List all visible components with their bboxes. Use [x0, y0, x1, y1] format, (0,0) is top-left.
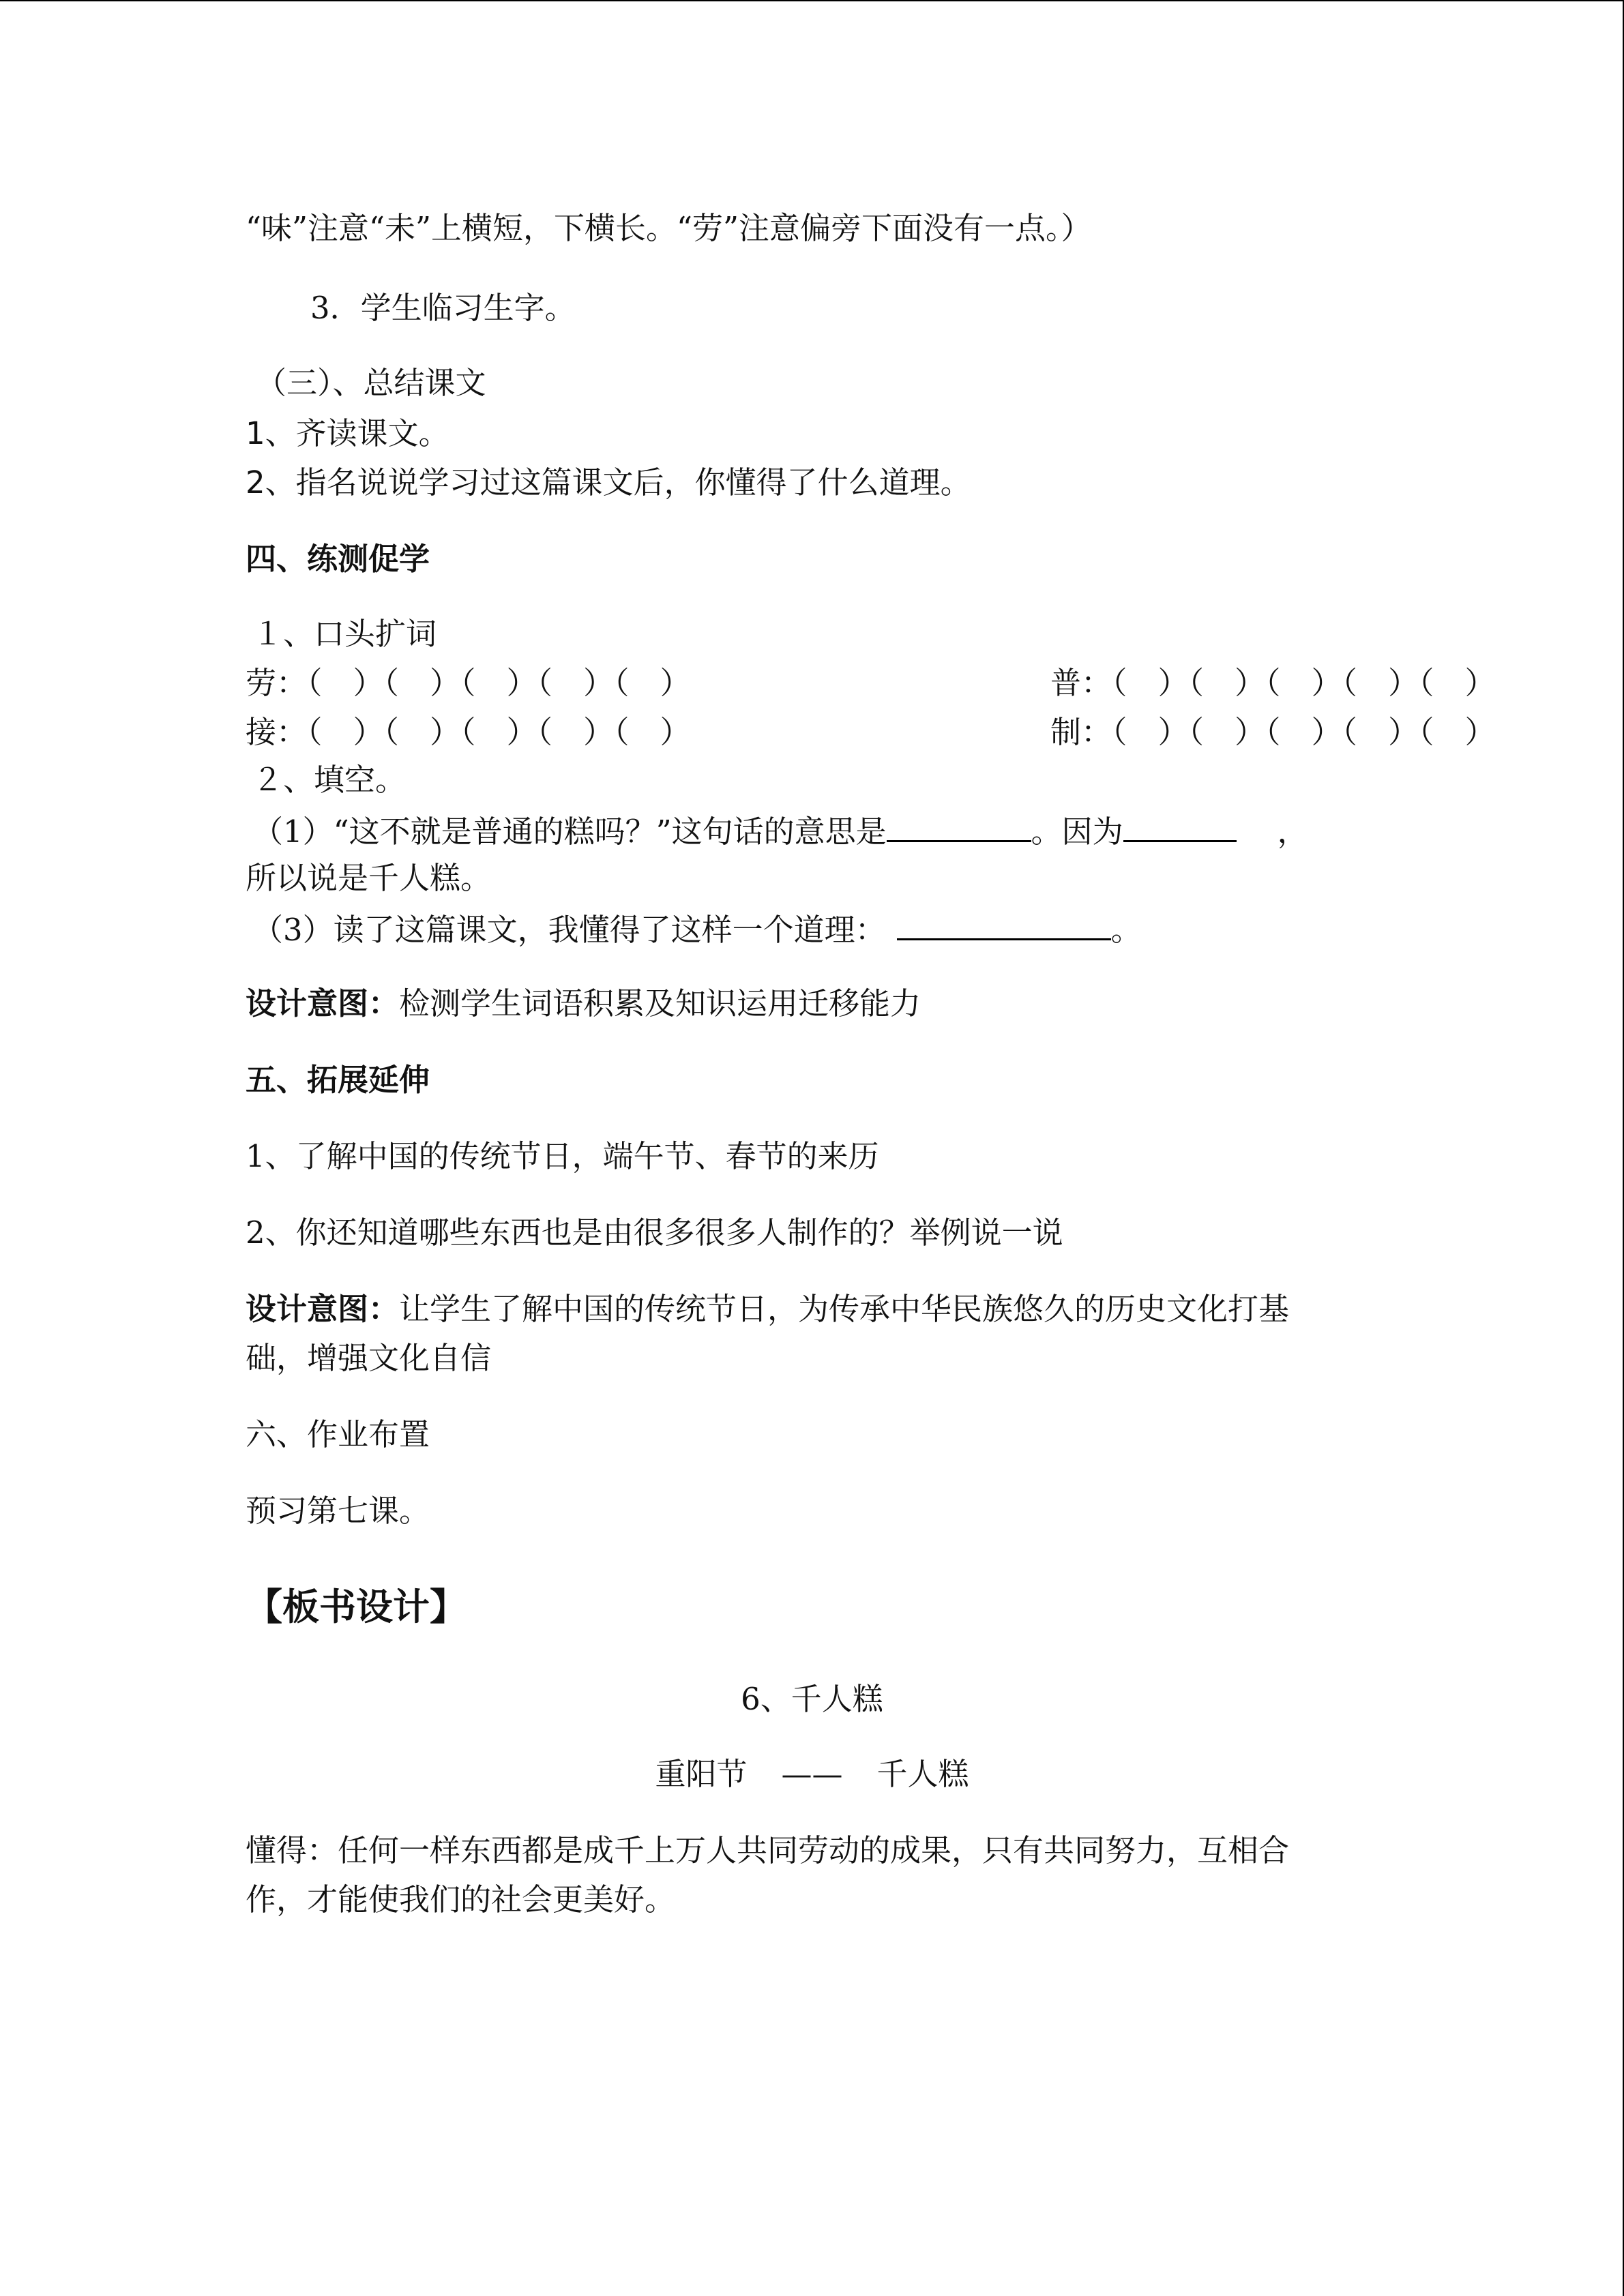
design-intent-5-cont: 础，增强文化自信 [246, 1340, 492, 1376]
summary-item-1: 1、齐读课文。 [246, 415, 449, 451]
fill-blank-1-because: 。因为 [1031, 814, 1123, 850]
practice-step-line: 3．学生临习生字。 [310, 290, 576, 326]
summary-heading: （三）、总结课文 [256, 365, 486, 401]
section-4-heading: 四、练测促学 [246, 541, 430, 577]
section-6-heading: 六、作业布置 [246, 1416, 430, 1452]
extension-item-2: 2、你还知道哪些东西也是由很多很多人制作的？举例说一说 [246, 1214, 1063, 1251]
board-dash: —— [781, 1756, 843, 1792]
extension-item-1: 1、了解中国的传统节日，端午节、春节的来历 [246, 1138, 879, 1174]
word-row-1 [246, 663, 1496, 704]
word-row-1-right: 普：（ ）（ ）（ ）（ ）（ ） [1050, 665, 1496, 701]
q2-title: ２、填空。 [252, 762, 407, 798]
answer-blank-lesson[interactable] [897, 908, 1111, 940]
board-design-title: 【板书设计】 [246, 1585, 467, 1628]
stroke-note-line: “味”注意“未”上横短，下横长。“劳”注意偏旁下面没有一点。） [246, 210, 1092, 246]
design-intent-text: 让学生了解中国的传统节日，为传承中华民族悠久的历史文化打基 [399, 1291, 1290, 1327]
board-lesson-title: 6、千人糕 [741, 1681, 883, 1717]
word-row-2 [246, 712, 1496, 753]
q1-title: １、口头扩词 [252, 616, 437, 652]
answer-blank-reason[interactable] [1123, 810, 1237, 842]
fill-blank-1-text: （1）“这不就是普通的糕吗？”这句话的意思是 [252, 814, 887, 850]
word-row-1-left: 劳：（ ）（ ）（ ）（ ）（ ） [246, 665, 691, 701]
fill-blank-3-end: 。 [1110, 912, 1142, 948]
fill-blank-1-comma: ， [1277, 814, 1308, 850]
board-right: 千人糕 [876, 1756, 969, 1792]
board-understand-line-1: 懂得：任何一样东西都是成千上万人共同劳动的成果，只有共同努力，互相合 [246, 1832, 1290, 1868]
fill-blank-1-cont: 所以说是千人糕。 [246, 860, 492, 896]
section-5-heading: 五、拓展延伸 [246, 1062, 430, 1098]
word-row-2-left: 接：（ ）（ ）（ ）（ ）（ ） [246, 714, 691, 750]
design-intent-4 [246, 983, 921, 1024]
design-intent-text: 检测学生词语积累及知识运用迁移能力 [399, 985, 921, 1022]
board-understand-line-2: 作，才能使我们的社会更美好。 [246, 1881, 676, 1918]
board-left: 重阳节 [655, 1756, 748, 1792]
design-intent-label: 设计意图： [246, 985, 400, 1022]
fill-blank-3 [252, 908, 1142, 951]
homework-text: 预习第七课。 [246, 1493, 430, 1529]
design-intent-5 [246, 1289, 1289, 1330]
answer-blank-meaning[interactable] [887, 810, 1031, 842]
design-intent-label: 设计意图： [246, 1291, 400, 1327]
fill-blank-1 [252, 810, 1308, 852]
word-row-2-right: 制：（ ）（ ）（ ）（ ）（ ） [1050, 714, 1496, 750]
fill-blank-3-text: （3）读了这篇课文，我懂得了这样一个道理： [252, 912, 886, 948]
summary-item-2: 2、指名说说学习过这篇课文后，你懂得了什么道理。 [246, 464, 971, 501]
board-relation [0, 1754, 1624, 1795]
